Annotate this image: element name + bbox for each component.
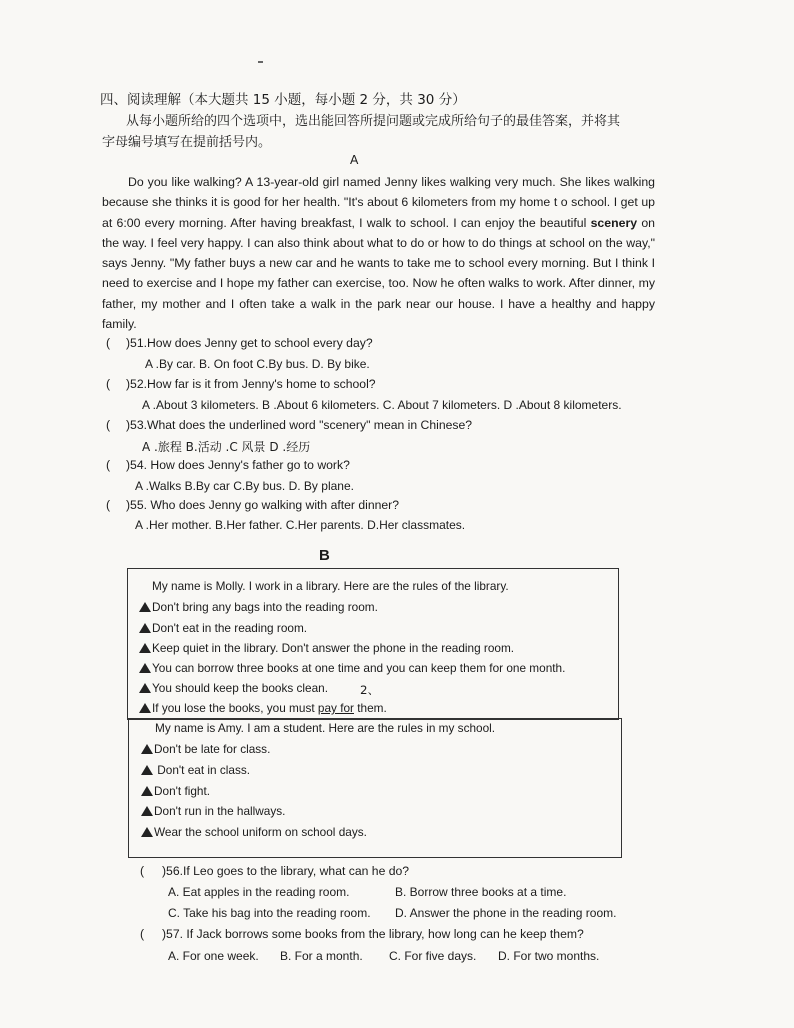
question-52 xyxy=(106,377,376,391)
library-rule-5 xyxy=(139,681,328,695)
question-57-option-b: B. For a month. xyxy=(280,949,363,963)
question-56-option-c: C. Take his bag into the reading room. xyxy=(168,906,371,920)
rule-text: If you lose the books, you must xyxy=(152,701,318,715)
passage-b-label: B xyxy=(319,547,330,564)
answer-paren[interactable]: ( xyxy=(106,418,111,432)
school-rule-2 xyxy=(141,763,250,777)
question-57 xyxy=(140,927,584,941)
instruction-line-2: 字母编号填写在提前括号内。 xyxy=(102,135,272,150)
rule-text: You should keep the books clean. xyxy=(152,681,328,695)
triangle-bullet-icon xyxy=(141,786,153,796)
rule-text: Don't fight. xyxy=(154,784,211,798)
triangle-bullet-icon xyxy=(139,683,151,693)
answer-paren[interactable]: ( xyxy=(106,458,111,472)
triangle-bullet-icon xyxy=(141,765,153,775)
library-rule-1 xyxy=(139,600,378,614)
question-stem: )54. How does Jenny's father go to work? xyxy=(126,458,350,472)
question-56-option-b: B. Borrow three books at a time. xyxy=(395,885,567,899)
underlined-phrase: pay for xyxy=(317,701,354,715)
rule-text: Don't be late for class. xyxy=(154,742,271,756)
answer-paren[interactable]: ( xyxy=(106,498,111,512)
passage-a-text xyxy=(102,172,655,334)
rule-text: Don't run in the hallways. xyxy=(154,804,286,818)
school-rule-5 xyxy=(141,825,367,839)
question-56-option-a: A. Eat apples in the reading room. xyxy=(168,885,350,899)
rule-text: Wear the school uniform on school days. xyxy=(154,825,367,839)
rule-text: You can borrow three books at one time and you can keep them for one month. xyxy=(152,661,566,675)
question-stem: )57. If Jack borrows some books from the library, how long can he keep them? xyxy=(162,927,584,941)
passage-a-label: A xyxy=(350,153,359,167)
instruction-line-1: 从每小题所给的四个选项中，选出能回答所提问题或完成所给句子的最佳答案，并将其 xyxy=(126,114,621,129)
question-stem: )55. Who does Jenny go walking with after dinner? xyxy=(126,498,400,512)
page-mark: 2、 xyxy=(360,683,380,697)
question-55 xyxy=(106,498,399,512)
library-rule-4 xyxy=(139,661,565,675)
triangle-bullet-icon xyxy=(141,744,153,754)
question-56-option-d: D. Answer the phone in the reading room. xyxy=(395,906,617,920)
library-rule-2 xyxy=(139,621,307,635)
rule-text: Don't bring any bags into the reading room. xyxy=(152,600,378,614)
section-title: 四、阅读理解（本大题共 15 小题，每小题 2 分，共 30 分） xyxy=(100,92,466,108)
question-54 xyxy=(106,458,350,472)
school-rule-3 xyxy=(141,784,210,798)
triangle-bullet-icon xyxy=(139,623,151,633)
question-51-options: A .By car. B. On foot C.By bus. D. By bike. xyxy=(145,357,370,371)
question-54-options: A .Walks B.By car C.By bus. D. By plane. xyxy=(135,479,354,493)
question-stem: )51.How does Jenny get to school every day? xyxy=(126,336,373,350)
question-55-options: A .Her mother. B.Her father. C.Her parents. D.Her classmates. xyxy=(135,518,466,532)
passage-a-text-after: on the way. I feel very happy. I can also think about what to do or how to do things at school on the way," says Jenny. "My father buys a new car and he wants to take me to school every morning. But I think I need to exercise and I hope my father can exercise, too. Now he often walks to work. After dinner, my father, my mother and I often take a walk in the park near our house. I have a healthy and happy family. xyxy=(102,215,655,332)
library-rule-6 xyxy=(139,701,387,715)
library-intro: My name is Molly. I work in a library. Here are the rules of the library. xyxy=(152,579,509,593)
passage-a-text-before: Do you like walking? A 13-year-old girl named Jenny likes walking very much. She likes walking because she thinks it is good for her health. "It's about 6 kilometers from my home t o school. I get up at 6:00 every morning. After having breakfast, I walk to school. I can enjoy the beautiful xyxy=(102,175,655,230)
triangle-bullet-icon xyxy=(139,602,151,612)
rule-text: them. xyxy=(353,701,387,715)
school-rule-1 xyxy=(141,742,270,756)
library-rules-box xyxy=(127,568,619,720)
question-stem: )56.If Leo goes to the library, what can he do? xyxy=(162,864,410,878)
school-rule-4 xyxy=(141,804,285,818)
question-53 xyxy=(106,418,472,432)
question-stem: )53.What does the underlined word "scenery" mean in Chinese? xyxy=(126,418,473,432)
rule-text: Keep quiet in the library. Don't answer the phone in the reading room. xyxy=(152,641,515,655)
answer-paren[interactable]: ( xyxy=(106,377,111,391)
triangle-bullet-icon xyxy=(139,663,151,673)
triangle-bullet-icon xyxy=(141,806,153,816)
question-56 xyxy=(140,864,409,878)
answer-paren[interactable]: ( xyxy=(106,336,111,350)
rule-text: Don't eat in the reading room. xyxy=(152,621,308,635)
question-57-option-d: D. For two months. xyxy=(498,949,600,963)
question-stem: )52.How far is it from Jenny's home to school? xyxy=(126,377,376,391)
question-57-option-a: A. For one week. xyxy=(168,949,259,963)
question-53-options: A .旅程 B.活动 .C 风景 D .经历 xyxy=(142,440,311,454)
question-51 xyxy=(106,336,373,350)
passage-a-keyword: scenery xyxy=(590,215,638,230)
school-intro: My name is Amy. I am a student. Here are the rules in my school. xyxy=(155,721,496,735)
rule-text: Don't eat in class. xyxy=(154,763,251,777)
scan-speck xyxy=(258,61,263,63)
library-rule-3 xyxy=(139,641,514,655)
question-57-option-c: C. For five days. xyxy=(389,949,477,963)
triangle-bullet-icon xyxy=(141,827,153,837)
triangle-bullet-icon xyxy=(139,703,151,713)
triangle-bullet-icon xyxy=(139,643,151,653)
school-rules-box xyxy=(128,718,622,858)
question-52-options: A .About 3 kilometers. B .About 6 kilometers. C. About 7 kilometers. D .About 8 kilometers. xyxy=(142,398,622,412)
answer-paren[interactable]: ( xyxy=(140,927,145,941)
answer-paren[interactable]: ( xyxy=(140,864,145,878)
